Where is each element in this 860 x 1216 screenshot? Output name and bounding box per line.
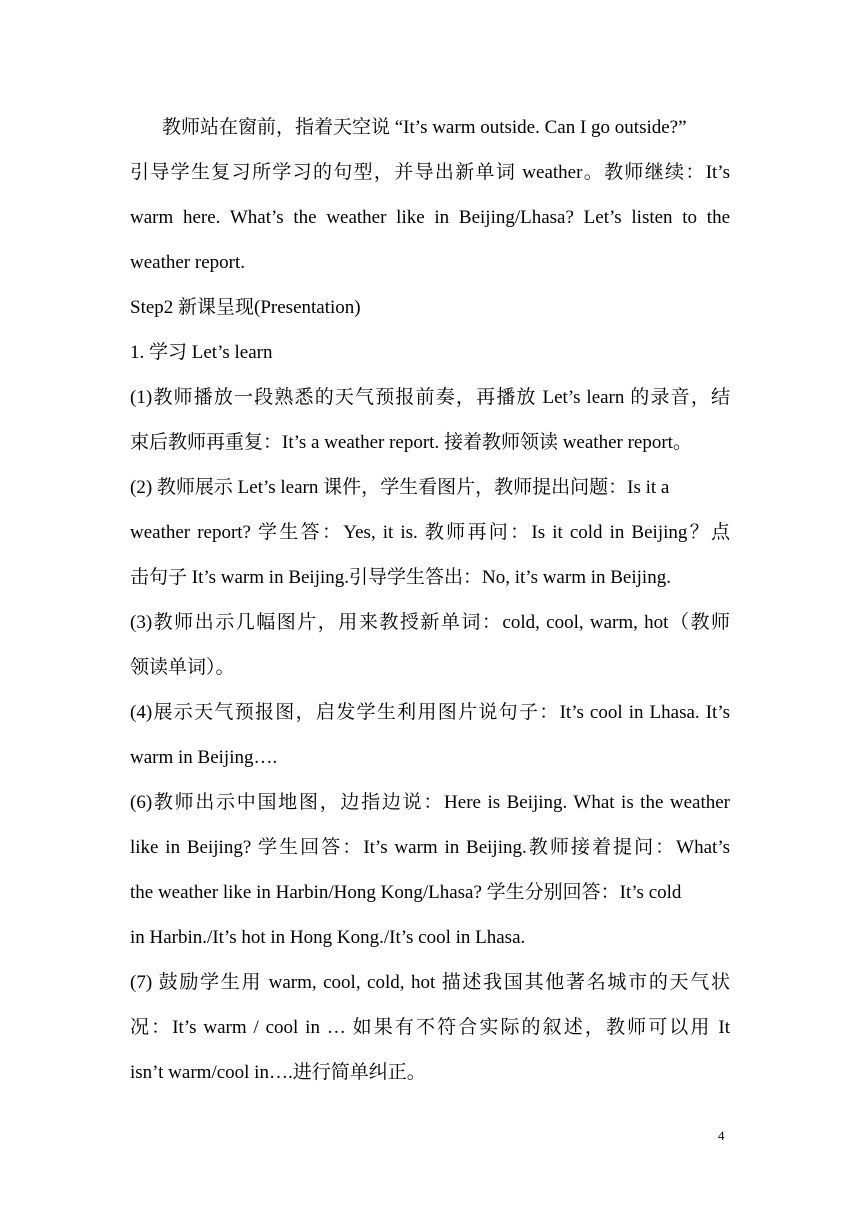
page-number: 4 [718,1128,725,1143]
text-line-15: warm in Beijing…. [130,747,278,768]
text-line-22: isn’t warm/cool in….进行简单纠正。 [130,1062,426,1083]
text-line-11: 击句子 It’s warm in Beijing.引导学生答出：No, it’s warm in Beijing. [130,567,671,588]
text-line-21: 况：It’s warm / cool in … 如果有不符合实际的叙述，教师可以用 It [130,1017,730,1038]
text-line-12: (3)教师出示几幅图片，用来教授新单词：cold, cool, warm, hot（教师 [130,612,730,633]
text-line-2: 引导学生复习所学习的句型，并导出新单词 weather。教师继续：It’s [130,162,730,183]
text-line-16: (6)教师出示中国地图，边指边说：Here is Beijing. What is the weather [130,792,730,813]
text-line-7: (1)教师播放一段熟悉的天气预报前奏，再播放 Let’s learn 的录音，结 [130,387,730,408]
text-line-20: (7) 鼓励学生用 warm, cool, cold, hot 描述我国其他著名城市的天气状 [130,972,730,993]
text-line-10: weather report? 学生答：Yes, it is. 教师再问：Is it cold in Beijing？点 [130,522,730,543]
text-line-18: the weather like in Harbin/Hong Kong/Lhasa? 学生分别回答：It’s cold [130,882,682,903]
text-line-4: weather report. [130,252,245,273]
subsection-heading-lets-learn: 1. 学习 Let’s learn [130,342,273,363]
text-line-8: 束后教师再重复：It’s a weather report. 接着教师领读 weather report。 [130,432,692,453]
text-line-17: like in Beijing? 学生回答：It’s warm in Beijing.教师接着提问：What’s [130,837,730,858]
text-line-1: 教师站在窗前，指着天空说 “It’s warm outside. Can I go outside?” [162,117,687,138]
section-heading-step2: Step2 新课呈现(Presentation) [130,297,361,318]
text-line-13: 领读单词）。 [130,657,235,678]
text-line-14: (4)展示天气预报图，启发学生利用图片说句子：It’s cool in Lhasa. It’s [130,702,730,723]
text-line-9: (2) 教师展示 Let’s learn 课件，学生看图片，教师提出问题：Is it a [130,477,670,498]
text-line-3: warm here. What’s the weather like in Beijing/Lhasa? Let’s listen to the [130,207,730,228]
text-line-19: in Harbin./It’s hot in Hong Kong./It’s cool in Lhasa. [130,927,526,948]
